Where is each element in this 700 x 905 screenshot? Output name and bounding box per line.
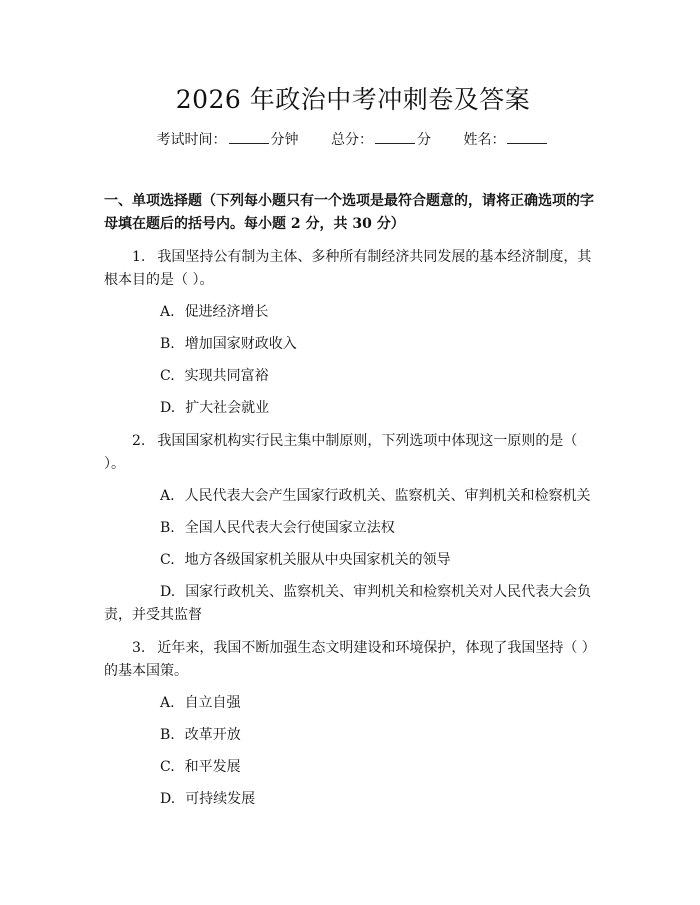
answer-option [104, 365, 602, 388]
option-text: 自立自强 [184, 695, 241, 711]
student-name-label: 姓名： [463, 132, 506, 148]
option-text: 增加国家财政收入 [184, 336, 297, 352]
answer-option [104, 581, 602, 627]
answer-option [104, 397, 602, 420]
option-text: 和平发展 [184, 759, 241, 775]
answer-option [104, 485, 602, 508]
answer-option [104, 517, 602, 540]
answer-option [104, 692, 602, 715]
answer-option [104, 756, 602, 779]
answer-option [104, 724, 602, 747]
student-name-blank [507, 130, 547, 144]
option-letter: A. [160, 304, 175, 320]
exam-time-field [157, 130, 299, 150]
exam-meta [104, 130, 602, 150]
option-text: 人民代表大会产生国家行政机关、监察机关、审判机关和检察机关 [184, 488, 591, 504]
question-stem [104, 637, 602, 683]
option-letter: A. [160, 695, 175, 711]
option-text: 改革开放 [184, 727, 241, 743]
question-text: 近年来，我国不断加强生态文明建设和环境保护，体现了我国坚持（ ）的基本国策。 [104, 640, 596, 679]
page-title: 2026 年政治中考冲刺卷及答案 [175, 85, 531, 114]
question-number: 3. [132, 640, 146, 656]
option-letter: B. [160, 727, 175, 743]
exam-time-label: 考试时间： [156, 132, 227, 148]
option-text: 地方各级国家机关服从中央国家机关的领导 [184, 552, 451, 568]
option-text: 可持续发展 [185, 791, 256, 807]
option-text: 扩大社会就业 [185, 400, 270, 416]
question-number: 1. [132, 249, 146, 265]
option-letter: B. [160, 520, 175, 536]
option-text: 国家行政机关、监察机关、审判机关和检察机关对人民代表大会负责，并受其监督 [104, 584, 592, 623]
option-letter: B. [160, 336, 175, 352]
question-number: 2. [132, 433, 146, 449]
answer-option [104, 333, 602, 356]
answer-option [104, 301, 602, 324]
total-score-unit: 分 [417, 132, 431, 148]
option-text: 促进经济增长 [184, 304, 269, 320]
exam-time-unit: 分钟 [270, 132, 299, 148]
option-letter: D. [160, 400, 176, 416]
question-stem [104, 430, 602, 476]
question-text: 我国国家机构实行民主集中制原则，下列选项中体现这一原则的是（ ）。 [104, 433, 578, 472]
option-letter: C. [160, 368, 175, 384]
option-letter: C. [160, 759, 175, 775]
option-text: 实现共同富裕 [184, 368, 269, 384]
option-letter: C. [160, 552, 175, 568]
option-letter: A. [160, 488, 175, 504]
answer-option [104, 549, 602, 572]
total-score-label: 总分： [331, 132, 373, 148]
question-text: 我国坚持公有制为主体、多种所有制经济共同发展的基本经济制度，其根本目的是（ ）。 [104, 249, 592, 288]
answer-option [104, 788, 602, 811]
question-stem [104, 246, 602, 292]
student-name-field [463, 130, 549, 150]
section-heading: 一、单项选择题（下列每小题只有一个选项是最符合题意的，请将正确选项的字母填在题后的括号内。每小题 2 分，共 30 分） [104, 193, 594, 232]
option-text: 全国人民代表大会行使国家立法权 [184, 520, 395, 536]
option-letter: D. [160, 791, 176, 807]
total-score-field [331, 130, 431, 150]
option-letter: D. [160, 584, 176, 600]
exam-time-blank [229, 130, 269, 144]
total-score-blank [375, 130, 415, 144]
